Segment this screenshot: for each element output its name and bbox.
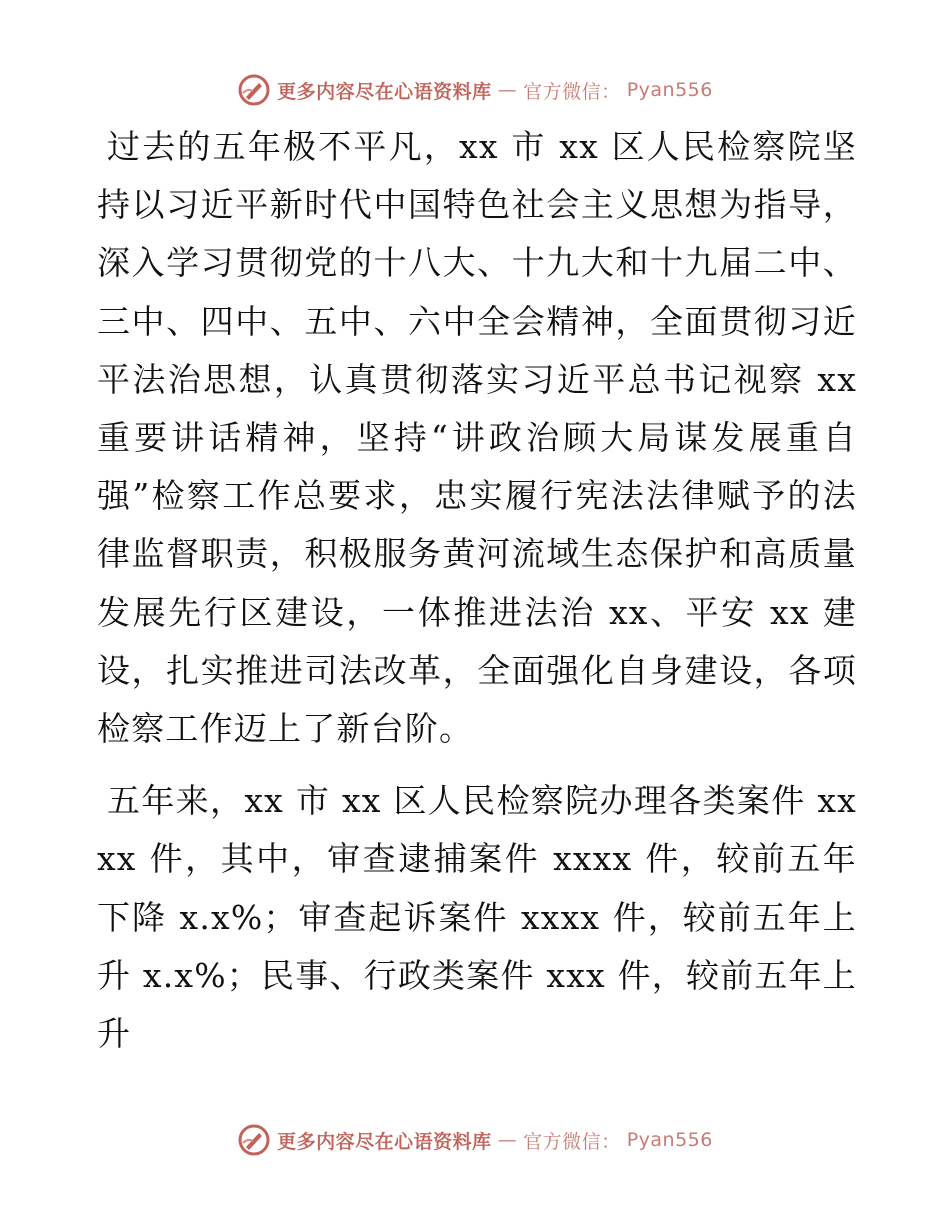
- header-watermark: [0, 70, 950, 110]
- paragraph-2: 五年来，xx 市 xx 区人民检察院办理各类案件 xxxx 件，其中，审查逮捕案件 xxxx 件，较前五年下降 x.x%；审查起诉案件 xxxx 件，较前五年上升 x.x%；民事、行政类案件 xxx 件，较前五年上升: [97, 781, 857, 1054]
- watermark-wechat-id: Pyan556: [626, 1129, 713, 1151]
- seal-logo-icon: [237, 1123, 271, 1157]
- watermark-wechat-id: Pyan556: [626, 79, 713, 101]
- watermark-dash: —: [497, 79, 518, 101]
- watermark-label: 官方微信：: [523, 80, 621, 103]
- watermark-label: 官方微信：: [523, 1130, 621, 1153]
- watermark-text: 更多内容尽在心语资料库: [277, 1130, 492, 1153]
- paragraph-1: 过去的五年极不平凡，xx 市 xx 区人民检察院坚持以习近平新时代中国特色社会主义思想为指导，深入学习贯彻党的十八大、十九大和十九届二中、三中、四中、五中、六中全会精神，全面贯彻习近平法治思想，认真贯彻落实习近平总书记视察 xx 重要讲话精神，坚持“讲政治顾大局谋发展重自强”检察工作总要求，忠实履行宪法法律赋予的法律监督职责，积极服务黄河流域生态保护和高质量发展先行区建设，一体推进法治 xx、平安 xx 建设，扎实推进司法改革，全面强化自身建设，各项检察工作迈上了新台阶。: [97, 127, 857, 749]
- watermark-dash: —: [497, 1129, 518, 1151]
- seal-logo-icon: [237, 73, 271, 107]
- watermark-text: 更多内容尽在心语资料库: [277, 80, 492, 103]
- footer-watermark: [0, 1120, 950, 1160]
- document-body: [97, 118, 857, 1063]
